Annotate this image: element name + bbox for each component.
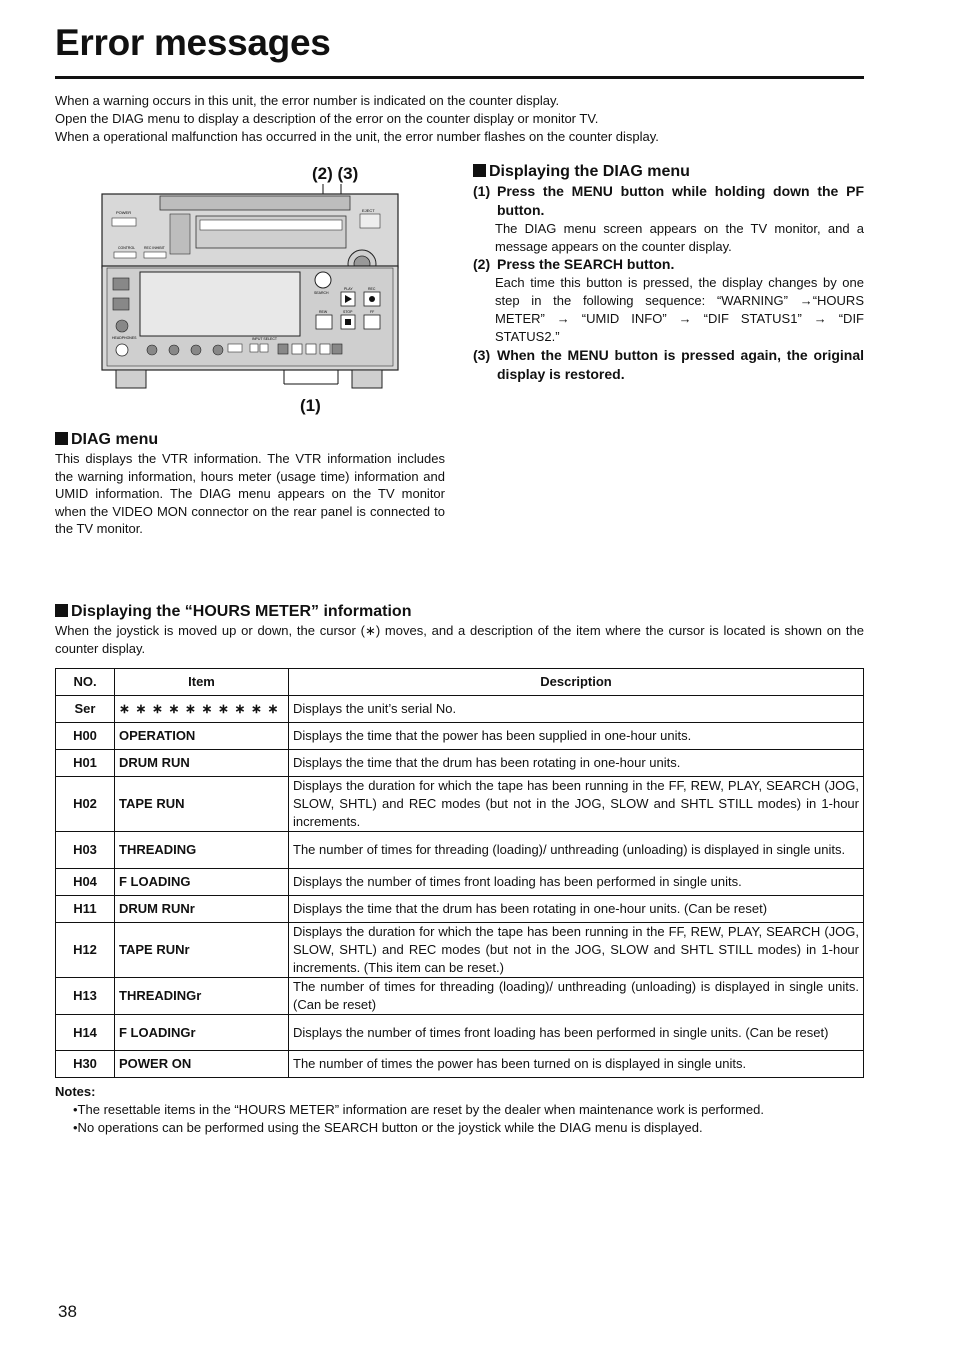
- table-row: [56, 777, 864, 832]
- diag-step-2: [473, 255, 864, 274]
- cell-no: H12: [56, 923, 115, 978]
- cell-item: DRUM RUN: [115, 750, 289, 777]
- cell-no: H01: [56, 750, 115, 777]
- control-label: CONTROL: [118, 246, 136, 250]
- diag-step-1: [473, 182, 864, 220]
- note-item: •No operations can be performed using the SEARCH button or the joystick while the DIAG menu is displayed.: [73, 1120, 703, 1135]
- diag-menu-heading-text: DIAG menu: [71, 431, 159, 448]
- step-text: When the MENU button is pressed again, the original display is restored.: [497, 347, 864, 382]
- stop-icon: [345, 319, 351, 325]
- diag-step-3: [473, 346, 864, 384]
- power-label: POWER: [116, 210, 132, 215]
- table-row: [56, 723, 864, 750]
- table-row: [56, 896, 864, 923]
- hours-meter-heading: [55, 603, 411, 621]
- cell-item: TAPE RUNr: [115, 923, 289, 978]
- displaying-diag-heading: [473, 163, 690, 181]
- rec-inhibit-label: REC INHIBIT: [144, 246, 165, 250]
- step-number: (2): [473, 256, 491, 272]
- header-item: Item: [115, 669, 289, 696]
- step-number: (1): [473, 183, 491, 199]
- cell-item: POWER ON: [115, 1051, 289, 1078]
- cell-no: H11: [56, 896, 115, 923]
- cell-no: H04: [56, 869, 115, 896]
- step-text: Press the SEARCH button.: [497, 256, 675, 272]
- diag-menu-heading: [55, 431, 158, 449]
- stop-label: STOP: [343, 310, 353, 314]
- cell-description: Displays the time that the drum has been rotating in one-hour units. (Can be reset): [289, 896, 864, 923]
- cell-no: H03: [56, 832, 115, 869]
- cell-description: The number of times for threading (loading)/ unthreading (unloading) is displayed in single units.: [289, 832, 864, 869]
- diag-step-2-body: Each time this button is pressed, the display changes by one step in the following sequence: “WARNING” →“HOURS METER” → “UMID INFO” → “DIF STATUS1” → “DIF STATUS2.”: [495, 275, 864, 344]
- displaying-diag-heading-text: Displaying the DIAG menu: [489, 163, 690, 180]
- diag-step-1-body: The DIAG menu screen appears on the TV monitor, and a message appears on the counter display.: [495, 221, 864, 254]
- table-row: [56, 869, 864, 896]
- vtr-front-panel-figure: [100, 184, 400, 394]
- table-row: [56, 1015, 864, 1051]
- cell-no: H02: [56, 777, 115, 832]
- cell-item: THREADINGr: [115, 978, 289, 1015]
- step-number: (3): [473, 347, 491, 363]
- table-row: [56, 978, 864, 1015]
- cell-no: H30: [56, 1051, 115, 1078]
- cell-item: F LOADINGr: [115, 1015, 289, 1051]
- cell-description: Displays the unit’s serial No.: [289, 696, 864, 723]
- search-label: SEARCH: [314, 291, 329, 295]
- play-label: PLAY: [344, 287, 353, 291]
- hours-meter-body: When the joystick is moved up or down, the cursor (∗) moves, and a description of the item where the cursor is located is shown on the counter display.: [55, 623, 864, 656]
- intro-line: When a warning occurs in this unit, the error number is indicated on the counter display.: [55, 93, 560, 108]
- table-header-row: [56, 669, 864, 696]
- eject-label: EJECT: [362, 208, 375, 213]
- cell-no: H00: [56, 723, 115, 750]
- cell-description: Displays the duration for which the tape has been running in the FF, REW, PLAY, SEARCH (JOG, SLOW, SHTL) and REC modes (but not in the JOG, SLOW and SHTL STILL modes) in 1-hour increments. (This item can be reset.): [289, 923, 864, 978]
- diag-menu-body: This displays the VTR information. The VTR information includes the warning information, hours meter (usage time) information and UMID information. The DIAG menu appears on the TV monitor when the VIDEO MON connector on the rear panel is connected to the TV monitor.: [55, 451, 445, 537]
- hours-meter-heading-text: Displaying the “HOURS METER” information: [71, 603, 412, 620]
- cell-description: Displays the number of times front loading has been performed in single units. (Can be reset): [289, 1015, 864, 1051]
- cell-item: DRUM RUNr: [115, 896, 289, 923]
- rew-label: REW: [319, 310, 328, 314]
- hours-meter-table: [55, 668, 864, 1078]
- step-text: Press the MENU button while holding down the PF button.: [497, 183, 864, 218]
- square-bullet-icon: [473, 164, 486, 177]
- header-no: NO.: [56, 669, 115, 696]
- title-rule: [55, 76, 864, 79]
- intro: [55, 92, 864, 146]
- rec-icon: [369, 296, 375, 302]
- cell-item: THREADING: [115, 832, 289, 869]
- table-row: [56, 1051, 864, 1078]
- cell-description: Displays the number of times front loading has been performed in single units.: [289, 869, 864, 896]
- cell-item: TAPE RUN: [115, 777, 289, 832]
- header-description: Description: [289, 669, 864, 696]
- cell-no: Ser: [56, 696, 115, 723]
- square-bullet-icon: [55, 604, 68, 617]
- cell-item: OPERATION: [115, 723, 289, 750]
- cell-description: Displays the time that the power has been supplied in one-hour units.: [289, 723, 864, 750]
- cell-item: ∗ ∗ ∗ ∗ ∗ ∗ ∗ ∗ ∗ ∗: [115, 696, 289, 723]
- ff-label: FF: [370, 310, 375, 314]
- table-row: [56, 832, 864, 869]
- table-row: [56, 750, 864, 777]
- notes-heading: Notes:: [55, 1084, 96, 1099]
- intro-line: Open the DIAG menu to display a description of the error on the counter display or monitor TV.: [55, 111, 599, 126]
- notes: [55, 1083, 764, 1137]
- page-number: 38: [58, 1302, 77, 1321]
- rec-label: REC: [368, 287, 376, 291]
- note-item: •The resettable items in the “HOURS METER” information are reset by the dealer when maintenance work is performed.: [73, 1102, 764, 1117]
- intro-line: When a operational malfunction has occurred in the unit, the error number flashes on the counter display.: [55, 129, 659, 144]
- table-row: [56, 696, 864, 723]
- page-title: Error messages: [55, 22, 331, 63]
- headphones-label: HEADPHONES: [112, 336, 137, 340]
- cell-description: The number of times for threading (loading)/ unthreading (unloading) is displayed in single units. (Can be reset): [289, 978, 864, 1015]
- callout-1: (1): [300, 396, 321, 415]
- cell-description: The number of times the power has been turned on is displayed in single units.: [289, 1051, 864, 1078]
- cell-description: Displays the duration for which the tape has been running in the FF, REW, PLAY, SEARCH (JOG, SLOW, SHTL) and REC modes (but not in the JOG, SLOW and SHTL STILL modes) in 1-hour increments.: [289, 777, 864, 832]
- callout-2-3: (2) (3): [312, 164, 359, 183]
- input-select-label: INPUT SELECT: [252, 337, 278, 341]
- cell-no: H13: [56, 978, 115, 1015]
- table-row: [56, 923, 864, 978]
- cell-item: F LOADING: [115, 869, 289, 896]
- cell-description: Displays the time that the drum has been rotating in one-hour units.: [289, 750, 864, 777]
- square-bullet-icon: [55, 432, 68, 445]
- cell-no: H14: [56, 1015, 115, 1051]
